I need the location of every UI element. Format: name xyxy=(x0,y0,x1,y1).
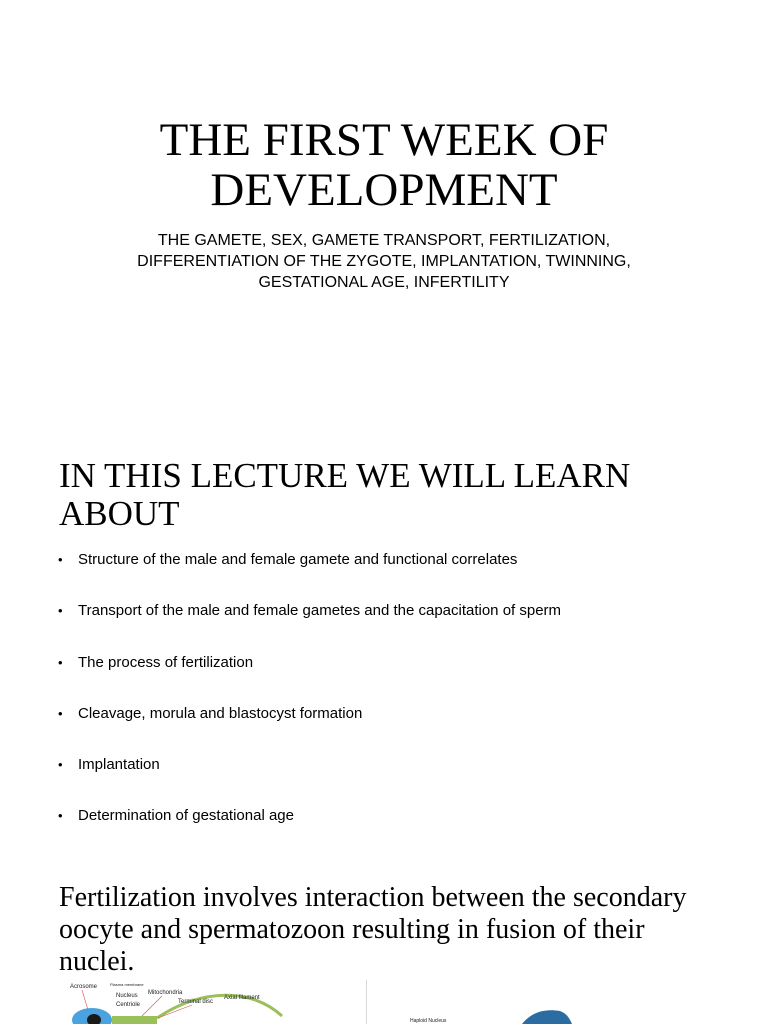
figure-divider xyxy=(366,980,367,1024)
list-item xyxy=(58,548,561,599)
label-axial-filament: Axial filament xyxy=(224,995,260,1001)
objectives-heading xyxy=(59,457,719,533)
sperm-tail xyxy=(157,995,282,1018)
bullet-icon: • xyxy=(58,705,63,721)
objectives-heading-line-2: ABOUT xyxy=(59,494,180,533)
fertilization-slide xyxy=(0,878,768,1024)
fertilization-diagram xyxy=(392,978,712,1024)
list-item-text: Cleavage, morula and blastocyst formation xyxy=(78,704,363,722)
list-item xyxy=(58,599,561,650)
objectives-heading-line-1: IN THIS LECTURE WE WILL LEARN xyxy=(59,456,631,495)
label-haploid-nucleus: Haploid Nucleus xyxy=(410,1018,447,1024)
list-item xyxy=(58,702,561,753)
label-nucleus: Nucleus xyxy=(116,993,138,999)
slide-title xyxy=(0,115,768,215)
fertilization-heading-line-2: oocyte and spermatozoon resulting in fusion of their xyxy=(59,914,645,945)
list-item xyxy=(58,804,561,855)
bullet-icon: • xyxy=(58,757,63,773)
list-item-text: The process of fertilization xyxy=(78,653,254,671)
list-item xyxy=(58,651,561,702)
label-mitochondria: Mitochondria xyxy=(148,990,183,996)
list-item-text: Implantation xyxy=(78,756,160,774)
label-centriole: Centriole xyxy=(116,1002,141,1008)
list-item-text: Structure of the male and female gamete and functional correlates xyxy=(78,551,518,568)
list-item-text: Determination of gestational age xyxy=(78,807,294,825)
label-acrosome: Acrosome xyxy=(70,984,98,990)
slide-title-line-2: DEVELOPMENT xyxy=(210,164,558,216)
subtitle-line-1: THE GAMETE, SEX, GAMETE TRANSPORT, FERTILIZATION, xyxy=(157,232,611,249)
sperm-structure-diagram xyxy=(62,978,362,1024)
sperm-midpiece xyxy=(112,1016,157,1024)
oocyte-icon xyxy=(522,1010,572,1024)
bullet-icon: • xyxy=(58,552,63,567)
objectives-list xyxy=(58,548,561,856)
label-plasma-membrane: Plasma membrane xyxy=(110,982,144,987)
slide-subtitle xyxy=(84,230,684,293)
bullet-icon: • xyxy=(58,603,63,619)
fertilization-heading-line-1: Fertilization involves interaction between the secondary xyxy=(59,882,687,913)
label-pointer xyxy=(82,990,88,1010)
slide-title-line-1: THE FIRST WEEK OF xyxy=(159,114,609,166)
list-item-text: Transport of the male and female gametes and the capacitation of sperm xyxy=(78,602,562,620)
bullet-icon: • xyxy=(58,808,63,824)
label-terminal-disc: Terminal disc xyxy=(178,999,214,1005)
fertilization-heading xyxy=(59,882,739,978)
bullet-icon: • xyxy=(58,654,63,670)
title-slide xyxy=(0,0,768,420)
fertilization-heading-line-3: nuclei. xyxy=(59,946,135,977)
label-pointer xyxy=(142,996,162,1016)
subtitle-line-3: GESTATIONAL AGE, INFERTILITY xyxy=(258,274,510,291)
subtitle-line-2: DIFFERENTIATION OF THE ZYGOTE, IMPLANTATION, TWINNING, xyxy=(137,253,631,270)
objectives-slide xyxy=(0,440,768,860)
list-item xyxy=(58,753,561,804)
